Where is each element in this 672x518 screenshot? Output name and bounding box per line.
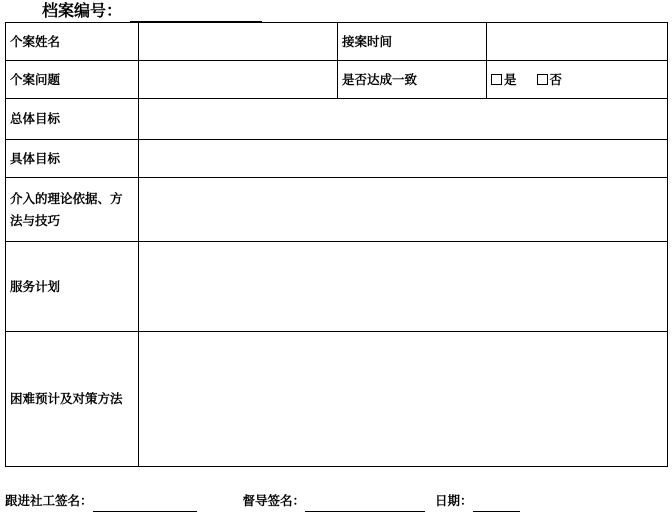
client-name-label: 个案姓名 — [6, 23, 139, 61]
signature-footer — [5, 490, 667, 512]
specific-goal-field[interactable] — [139, 140, 668, 178]
agreement-no-label: 否 — [549, 71, 563, 87]
social-worker-signature-field[interactable] — [93, 497, 197, 512]
row-client-problem — [6, 61, 668, 99]
archive-number-label: 档案编号： — [42, 1, 123, 20]
social-worker-label: 跟进社工签名： — [5, 493, 93, 508]
difficulty-field[interactable] — [139, 332, 668, 467]
row-theory — [6, 178, 668, 242]
agreement-yes-option[interactable] — [491, 69, 517, 91]
row-service-plan — [6, 242, 668, 332]
overall-goal-field[interactable] — [139, 99, 668, 140]
agreement-yes-label: 是 — [504, 71, 517, 87]
row-specific-goal — [6, 140, 668, 178]
difficulty-label: 困难预计及对策方法 — [6, 332, 139, 467]
date-label: 日期： — [435, 493, 473, 508]
supervisor-signature-field[interactable] — [305, 497, 425, 512]
specific-goal-label: 具体目标 — [6, 140, 139, 178]
supervisor-label: 督导签名： — [242, 493, 306, 508]
overall-goal-label: 总体目标 — [6, 99, 139, 140]
row-client-name — [6, 23, 668, 61]
service-plan-label: 服务计划 — [6, 242, 139, 332]
case-plan-form — [5, 22, 668, 467]
agreement-options — [487, 61, 668, 99]
checkbox-yes-icon[interactable] — [491, 74, 502, 85]
client-name-field[interactable] — [139, 23, 338, 61]
agreement-no-option[interactable] — [537, 69, 563, 91]
agreement-label: 是否达成一致 — [338, 61, 487, 99]
client-problem-label: 个案问题 — [6, 61, 139, 99]
client-problem-field[interactable] — [139, 61, 338, 99]
service-plan-field[interactable] — [139, 242, 668, 332]
row-difficulty — [6, 332, 668, 467]
archive-number — [42, 0, 262, 22]
intake-time-label: 接案时间 — [338, 23, 487, 61]
checkbox-no-icon[interactable] — [537, 74, 548, 85]
row-overall-goal — [6, 99, 668, 140]
archive-number-field[interactable] — [130, 6, 262, 22]
date-field[interactable] — [473, 497, 520, 512]
theory-label: 介入的理论依据、方法与技巧 — [6, 178, 139, 242]
intake-time-field[interactable] — [487, 23, 668, 61]
theory-field[interactable] — [139, 178, 668, 242]
